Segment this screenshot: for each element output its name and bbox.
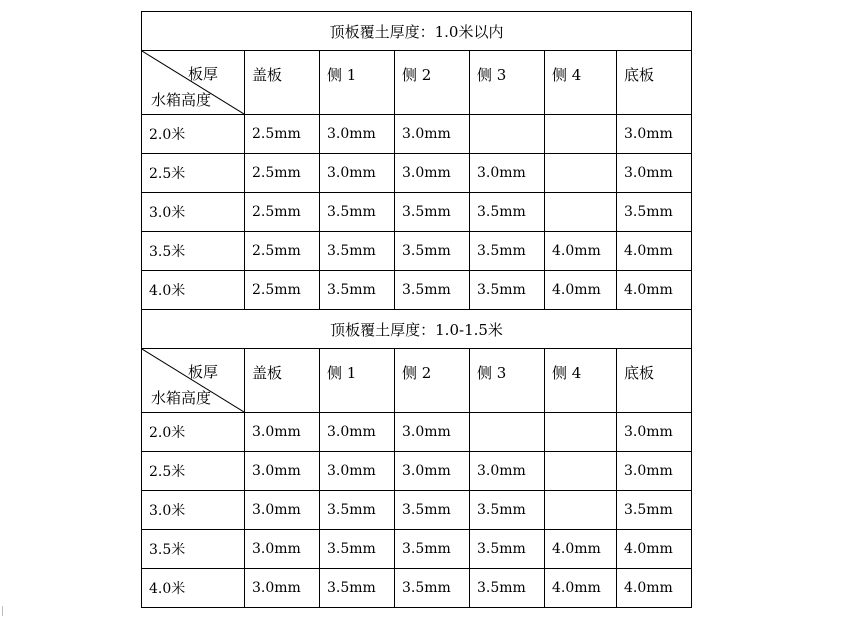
table-cell: 3.5mm: [320, 530, 395, 569]
table-row: [142, 413, 692, 452]
column-header: 侧 3: [470, 51, 545, 115]
table-cell: [470, 413, 545, 452]
table-cell: 3.5mm: [395, 491, 470, 530]
table-cell: 3.0mm: [617, 452, 692, 491]
table-cell: [545, 115, 617, 154]
table-cell: 3.5mm: [320, 271, 395, 310]
table-cell: 4.0mm: [617, 232, 692, 271]
table-cell: 3.5mm: [470, 569, 545, 608]
table-cell: 3.5mm: [395, 271, 470, 310]
table-cell: 3.0mm: [617, 413, 692, 452]
table-cell: [545, 491, 617, 530]
table-row: [142, 193, 692, 232]
table-cell: 3.5mm: [395, 530, 470, 569]
table-row: [142, 491, 692, 530]
column-header: 侧 4: [545, 51, 617, 115]
corner-label-height: 水箱高度: [151, 91, 212, 109]
edge-mark: [2, 606, 3, 616]
table-cell: 3.0mm: [470, 154, 545, 193]
table-cell: 4.0mm: [545, 530, 617, 569]
table-cell: 3.5mm: [470, 491, 545, 530]
table-cell: 2.5mm: [245, 154, 320, 193]
row-height-label: 3.0米: [142, 491, 245, 530]
table-row: [142, 569, 692, 608]
column-header: 侧 1: [320, 51, 395, 115]
column-header: 底板: [617, 51, 692, 115]
column-header: 侧 2: [395, 51, 470, 115]
table-cell: 3.5mm: [617, 193, 692, 232]
table-cell: 3.5mm: [470, 530, 545, 569]
table-row: [142, 232, 692, 271]
section-title: 顶板覆土厚度：1.0-1.5米: [142, 310, 692, 349]
row-height-label: 2.5米: [142, 452, 245, 491]
corner-header-cell: [142, 349, 245, 413]
table-cell: 3.5mm: [395, 232, 470, 271]
table-cell: 2.5mm: [245, 193, 320, 232]
table-cell: 3.0mm: [245, 530, 320, 569]
table-cell: 3.5mm: [617, 491, 692, 530]
table-cell: 3.0mm: [395, 452, 470, 491]
table-cell: [470, 115, 545, 154]
column-header: 侧 2: [395, 349, 470, 413]
table-cell: 4.0mm: [617, 530, 692, 569]
table-cell: 3.0mm: [245, 491, 320, 530]
corner-label-height: 水箱高度: [151, 389, 212, 407]
table-cell: [545, 193, 617, 232]
row-height-label: 3.0米: [142, 193, 245, 232]
table-row: [142, 115, 692, 154]
table-cell: 3.0mm: [320, 452, 395, 491]
table-cell: 3.0mm: [320, 413, 395, 452]
column-header: 侧 1: [320, 349, 395, 413]
table-cell: 3.0mm: [320, 115, 395, 154]
table-cell: 4.0mm: [617, 271, 692, 310]
table-cell: 3.0mm: [245, 452, 320, 491]
table-cell: 3.0mm: [245, 413, 320, 452]
thickness-table: [141, 11, 692, 608]
row-height-label: 4.0米: [142, 569, 245, 608]
table-cell: 3.0mm: [395, 154, 470, 193]
table-row: [142, 271, 692, 310]
row-height-label: 3.5米: [142, 232, 245, 271]
corner-header-cell: [142, 51, 245, 115]
row-height-label: 2.5米: [142, 154, 245, 193]
table-row: [142, 452, 692, 491]
row-height-label: 4.0米: [142, 271, 245, 310]
table-cell: 2.5mm: [245, 115, 320, 154]
table-cell: 3.5mm: [320, 569, 395, 608]
column-header: 侧 3: [470, 349, 545, 413]
table-cell: 3.0mm: [617, 154, 692, 193]
table-cell: 3.0mm: [395, 413, 470, 452]
table-cell: [545, 154, 617, 193]
table-cell: [545, 413, 617, 452]
table-cell: 3.5mm: [470, 232, 545, 271]
table-cell: [545, 452, 617, 491]
table-cell: 3.0mm: [245, 569, 320, 608]
table-cell: 3.5mm: [470, 271, 545, 310]
table-cell: 2.5mm: [245, 232, 320, 271]
column-header: 侧 4: [545, 349, 617, 413]
table-row: [142, 530, 692, 569]
section-title: 顶板覆土厚度：1.0米以内: [142, 12, 692, 51]
table-cell: 3.0mm: [320, 154, 395, 193]
corner-label-thickness: 板厚: [187, 363, 218, 381]
table-cell: 4.0mm: [545, 569, 617, 608]
table-cell: 3.0mm: [470, 452, 545, 491]
table-cell: 3.0mm: [617, 115, 692, 154]
table-cell: 3.5mm: [395, 193, 470, 232]
table-cell: 4.0mm: [617, 569, 692, 608]
column-header: 盖板: [245, 51, 320, 115]
table-cell: 2.5mm: [245, 271, 320, 310]
table-row: [142, 154, 692, 193]
row-height-label: 2.0米: [142, 413, 245, 452]
row-height-label: 2.0米: [142, 115, 245, 154]
table-cell: 3.5mm: [320, 491, 395, 530]
table-cell: 3.0mm: [395, 115, 470, 154]
table-cell: 4.0mm: [545, 232, 617, 271]
table-cell: 3.5mm: [320, 193, 395, 232]
corner-label-thickness: 板厚: [187, 65, 218, 83]
row-height-label: 3.5米: [142, 530, 245, 569]
table-cell: 3.5mm: [470, 193, 545, 232]
table-cell: 4.0mm: [545, 271, 617, 310]
table-cell: 3.5mm: [395, 569, 470, 608]
table-cell: 3.5mm: [320, 232, 395, 271]
column-header: 底板: [617, 349, 692, 413]
column-header: 盖板: [245, 349, 320, 413]
